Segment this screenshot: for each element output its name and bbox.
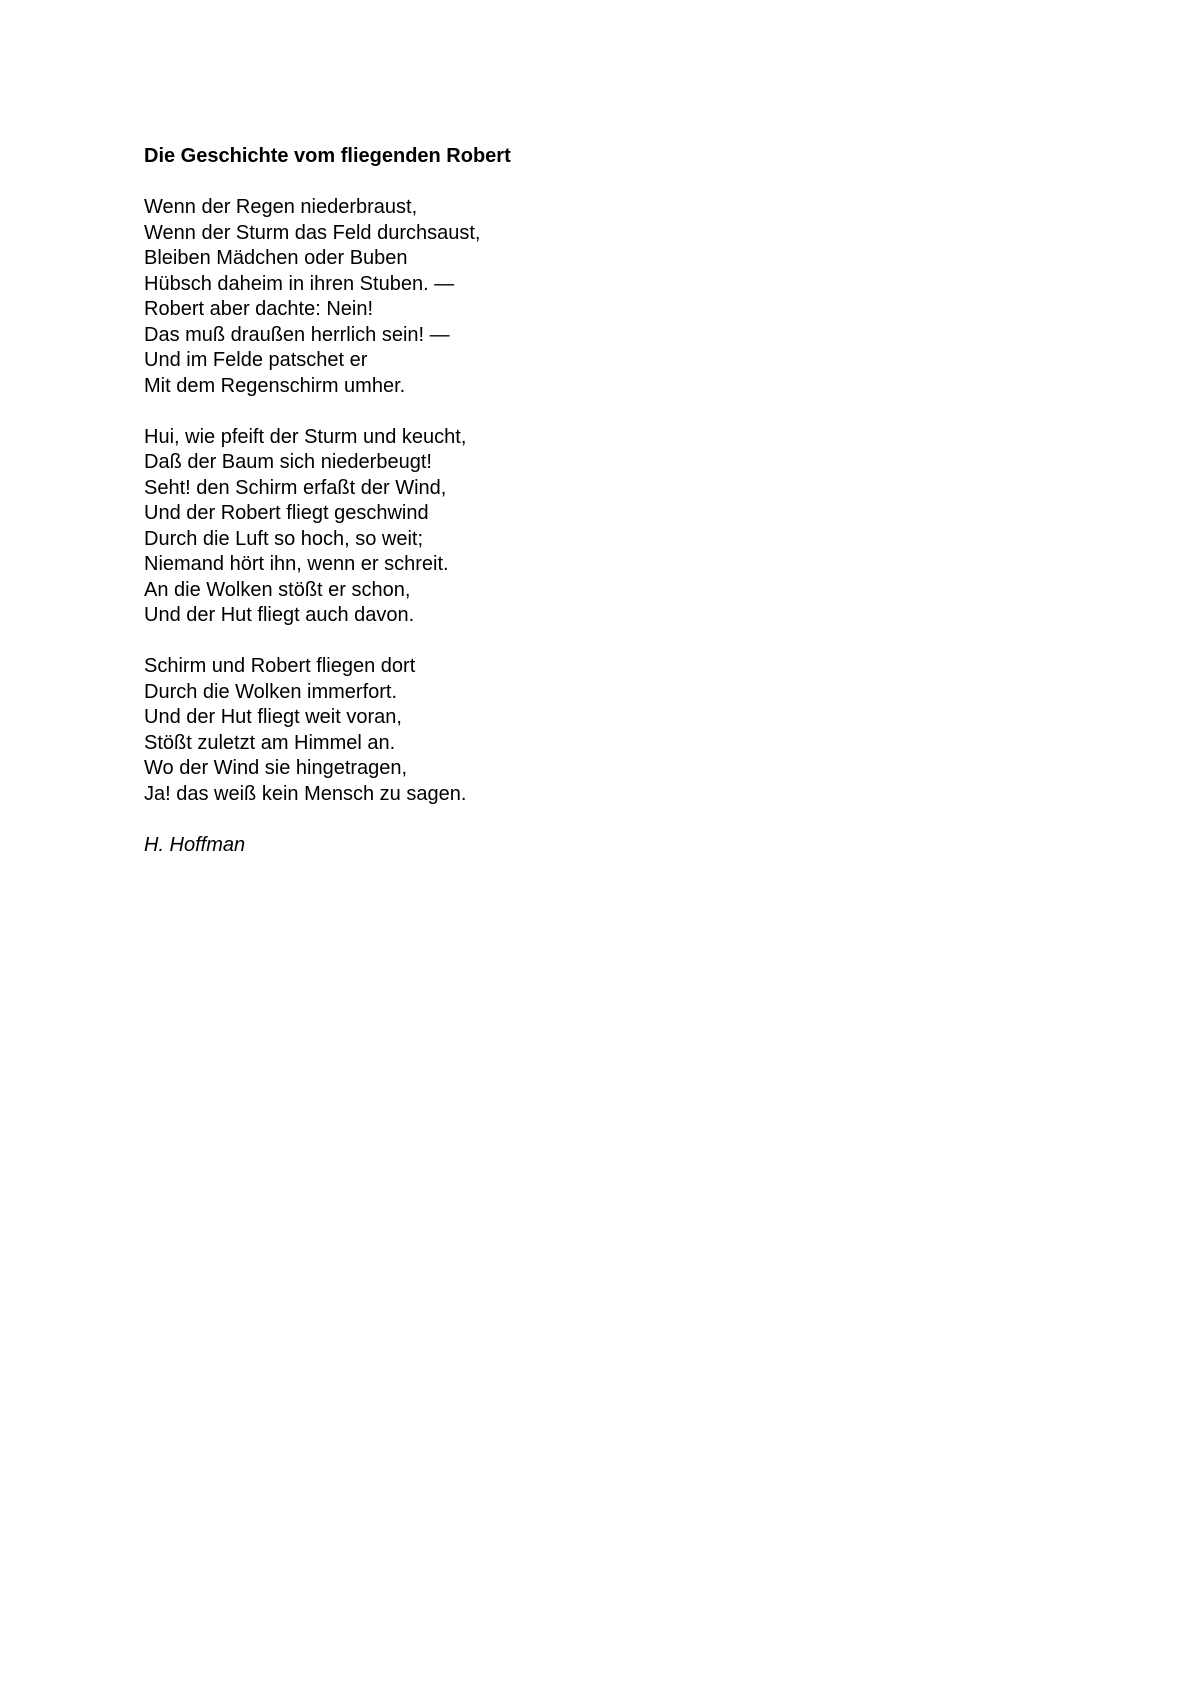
- poem-line: Stößt zuletzt am Himmel an.: [144, 731, 396, 754]
- poem-line: Hui, wie pfeift der Sturm und keucht,: [144, 425, 467, 448]
- poem-line: Wenn der Sturm das Feld durchsaust,: [144, 221, 481, 244]
- poem-line: An die Wolken stößt er schon,: [144, 578, 411, 601]
- poem-line: Daß der Baum sich niederbeugt!: [144, 451, 432, 473]
- poem-line: Schirm und Robert fliegen dort: [144, 655, 416, 677]
- poem-line: Und der Hut fliegt auch davon.: [144, 604, 415, 626]
- poem-line: Wenn der Regen niederbraust,: [144, 196, 418, 218]
- poem-line: Bleiben Mädchen oder Buben: [144, 247, 408, 269]
- poem-line: Robert aber dachte: Nein!: [144, 298, 374, 320]
- poem-line: Und der Robert fliegt geschwind: [144, 502, 429, 524]
- stanza-3: [144, 654, 1044, 807]
- poem-line: Ja! das weiß kein Mensch zu sagen.: [144, 782, 467, 805]
- poem-line: Seht! den Schirm erfaßt der Wind,: [144, 476, 447, 499]
- poem-line: Niemand hört ihn, wenn er schreit.: [144, 553, 449, 575]
- poem-line: Durch die Luft so hoch, so weit;: [144, 527, 424, 550]
- poem-line: Das muß draußen herrlich sein! —: [144, 323, 450, 346]
- poem-title: Die Geschichte vom fliegenden Robert: [144, 145, 511, 167]
- poem-line: Und der Hut fliegt weit voran,: [144, 706, 402, 728]
- poem-line: Mit dem Regenschirm umher.: [144, 374, 406, 397]
- poem-line: Wo der Wind sie hingetragen,: [144, 757, 408, 779]
- poem-line: Hübsch daheim in ihren Stuben. —: [144, 272, 455, 295]
- stanza-2: [144, 425, 1044, 629]
- document-body: [144, 144, 1044, 858]
- poem-line: Und im Felde patschet er: [144, 349, 368, 371]
- stanza-1: [144, 195, 1044, 399]
- poem-line: Durch die Wolken immerfort.: [144, 680, 398, 703]
- poem-author: H. Hoffman: [144, 833, 246, 856]
